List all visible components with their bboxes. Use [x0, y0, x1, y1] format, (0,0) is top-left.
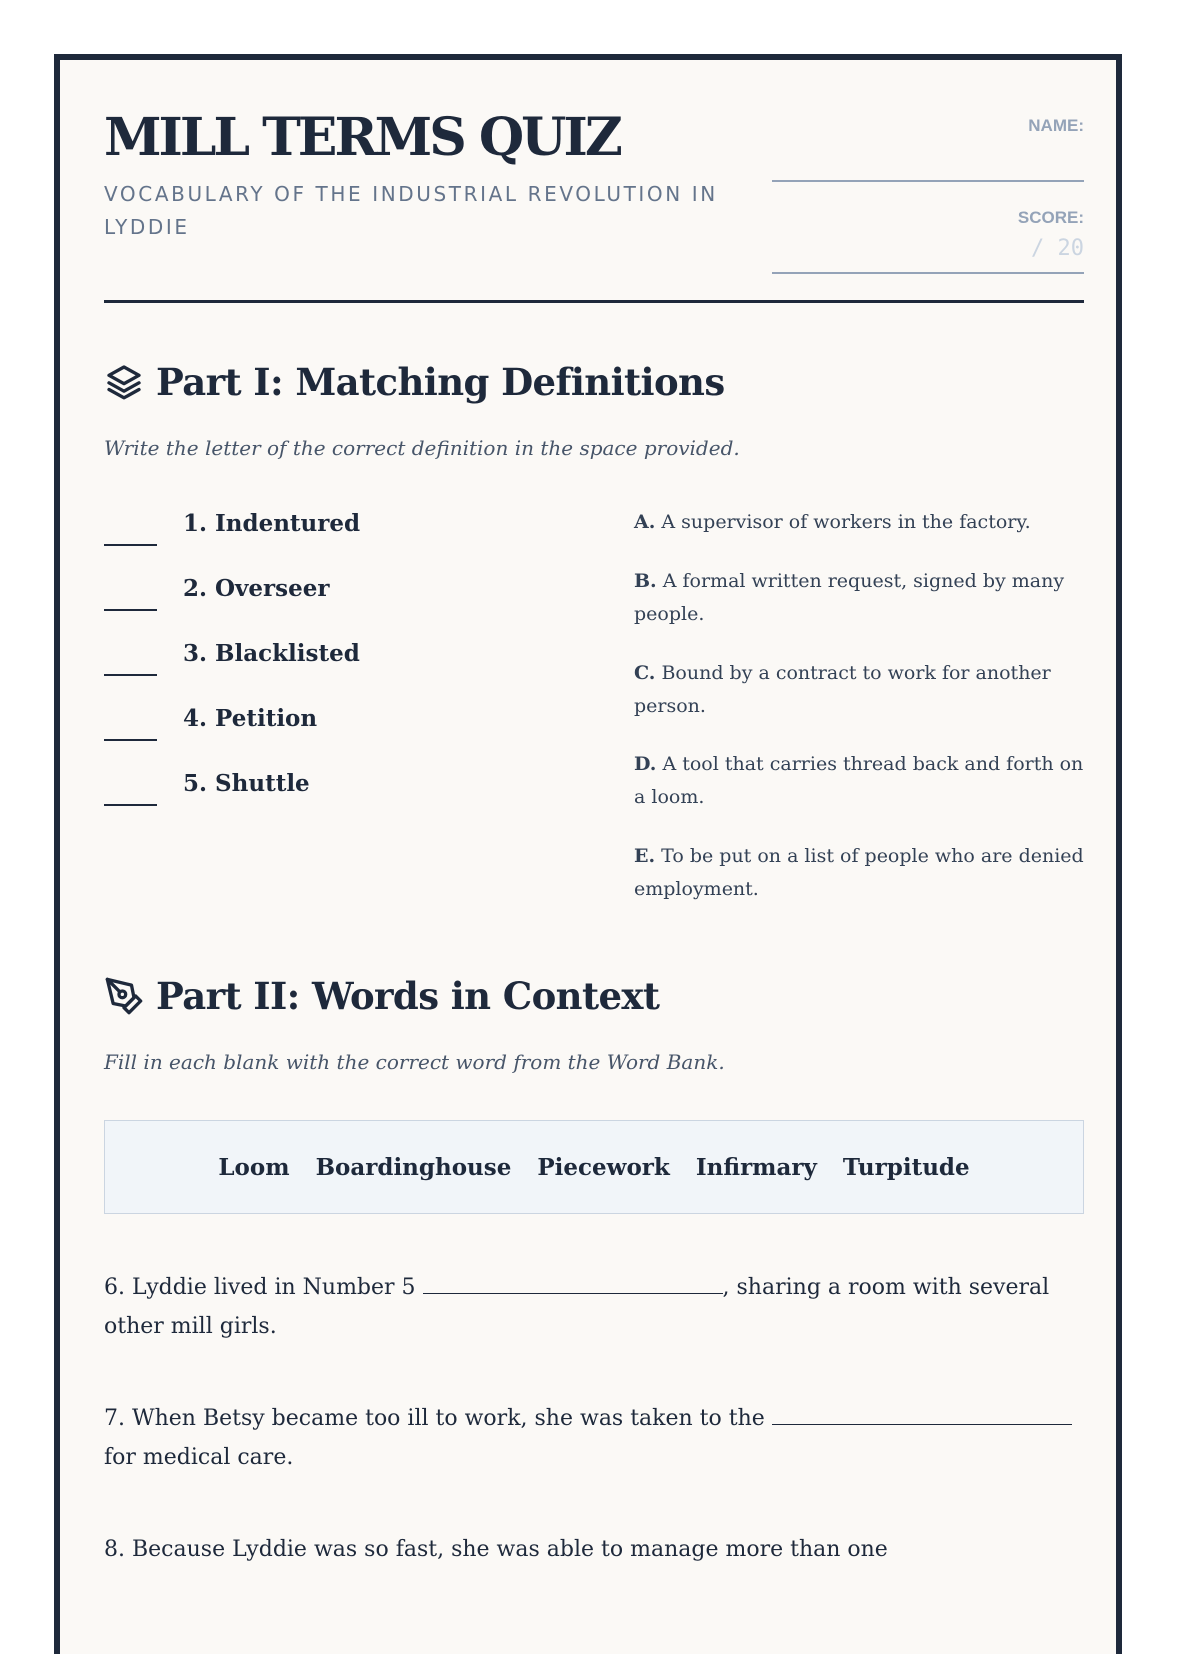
sentence-text-before: 7. When Betsy became too ill to work, she was taken to the: [104, 1406, 772, 1431]
quiz-sheet: [54, 54, 1122, 1654]
name-field[interactable]: [772, 180, 1084, 182]
term-item: [104, 510, 544, 560]
definition-text: A supervisor of workers in the factory.: [661, 511, 1031, 533]
part2-heading: [104, 972, 659, 1020]
layers-icon: [104, 362, 144, 402]
part2-instructions: Fill in each blank with the correct word from the Word Bank.: [104, 1050, 725, 1074]
answer-blank[interactable]: [104, 544, 157, 546]
definition-text: To be put on a list of people who are denied employment.: [634, 845, 1084, 900]
definition-item: [634, 506, 1084, 539]
part1-title: Part I: Matching Definitions: [156, 360, 725, 404]
definition-item: [634, 565, 1084, 631]
header-divider: [104, 300, 1084, 303]
fill-in-sentence: [104, 1268, 1084, 1346]
sentence-text-before: 8. Because Lyddie was so fast, she was able to manage more than one: [104, 1537, 888, 1562]
term-item: [104, 705, 544, 755]
word-bank-item: Turpitude: [842, 1153, 970, 1181]
answer-blank[interactable]: [104, 804, 157, 806]
part1-instructions: Write the letter of the correct definition in the space provided.: [104, 436, 740, 460]
definition-letter: B.: [634, 570, 657, 592]
definition-text: A tool that carries thread back and forth on a loom.: [634, 753, 1084, 808]
answer-blank[interactable]: [104, 739, 157, 741]
fill-in-blank[interactable]: [772, 1400, 1072, 1425]
definition-letter: C.: [634, 662, 656, 684]
term-label: 1. Indentured: [183, 510, 361, 537]
fill-in-sentence: [104, 1530, 1084, 1569]
definition-item: [634, 657, 1084, 723]
term-item: [104, 640, 544, 690]
definition-letter: D.: [634, 753, 657, 775]
definition-letter: E.: [634, 845, 656, 867]
name-label: NAME:: [1028, 116, 1084, 135]
sentence-text-before: 6. Lyddie lived in Number 5: [104, 1275, 423, 1300]
page-subtitle: VOCABULARY OF THE INDUSTRIAL REVOLUTION IN LYDDIE: [104, 182, 718, 239]
definition-text: Bound by a contract to work for another person.: [634, 662, 1051, 717]
term-label: 5. Shuttle: [183, 770, 310, 797]
answer-blank[interactable]: [104, 609, 157, 611]
word-bank-item: Piecework: [537, 1153, 670, 1181]
score-total: / 20: [1031, 236, 1084, 261]
word-bank-item: Boardinghouse: [315, 1153, 512, 1181]
part1-heading: [104, 358, 725, 406]
score-field[interactable]: [772, 272, 1084, 274]
definition-text: A formal written request, signed by many people.: [634, 570, 1065, 625]
term-label: 4. Petition: [183, 705, 318, 732]
term-label: 3. Blacklisted: [183, 640, 360, 667]
definition-letter: A.: [634, 511, 656, 533]
sentence-text-after: for medical care.: [104, 1445, 294, 1470]
term-item: [104, 770, 544, 820]
part2-title: Part II: Words in Context: [156, 974, 660, 1018]
page-title: MILL TERMS QUIZ: [104, 107, 620, 168]
fill-in-blank[interactable]: [423, 1269, 723, 1294]
word-bank-item: Loom: [218, 1153, 290, 1181]
term-item: [104, 575, 544, 625]
score-label: SCORE:: [1017, 208, 1084, 227]
term-label: 2. Overseer: [183, 575, 330, 602]
fill-in-sentence: [104, 1399, 1084, 1477]
answer-blank[interactable]: [104, 674, 157, 676]
sentence-text-after: , sharing a room with several other mill girls.: [104, 1275, 1050, 1339]
word-bank-item: Infirmary: [695, 1153, 817, 1181]
definition-item: [634, 840, 1084, 906]
word-bank: [104, 1120, 1084, 1214]
pen-tool-icon: [104, 976, 144, 1016]
definition-item: [634, 748, 1084, 814]
